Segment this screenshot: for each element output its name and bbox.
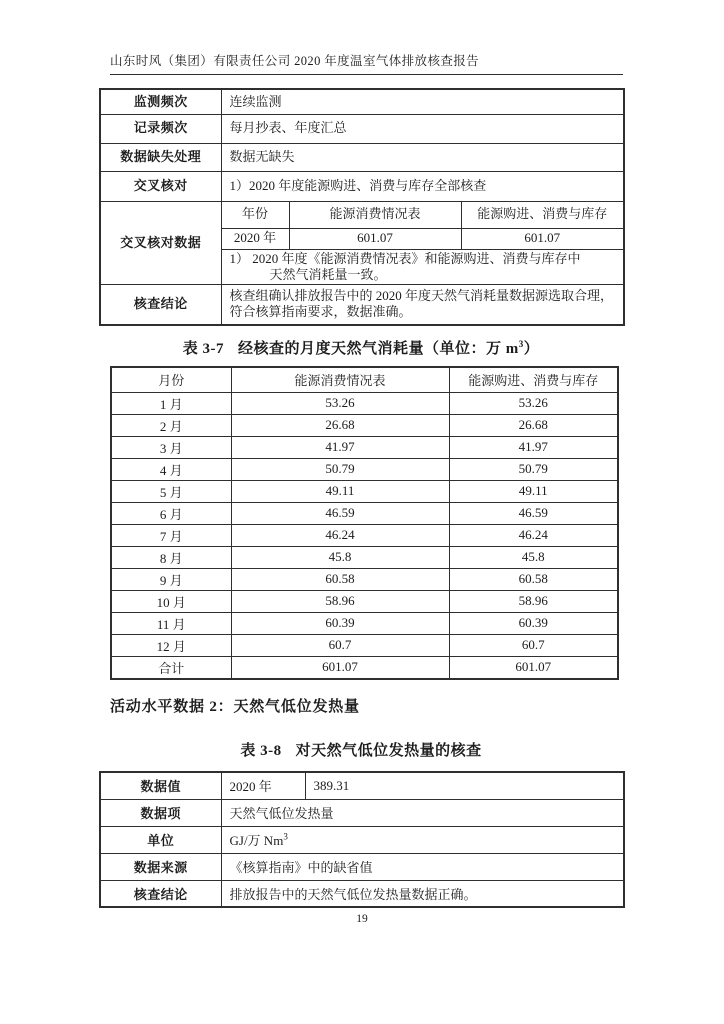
month-cell: 5 月 <box>111 480 231 502</box>
cross-check-note-line2: 天然气消耗量一致。 <box>269 266 387 282</box>
missing-data-value: 数据无缺失 <box>221 143 624 171</box>
unit-text: GJ/万 Nm <box>229 833 284 848</box>
consumption-cell: 60.39 <box>231 612 449 634</box>
table-row <box>111 612 618 634</box>
cross-check-consumption-value: 601.07 <box>289 228 461 249</box>
data-value-label: 数据值 <box>100 772 221 799</box>
table-row <box>111 458 618 480</box>
table-row <box>100 799 624 826</box>
consumption-cell: 60.58 <box>231 568 449 590</box>
month-cell: 7 月 <box>111 524 231 546</box>
month-cell: 9 月 <box>111 568 231 590</box>
table-row <box>100 285 624 325</box>
purchase-cell: 50.79 <box>449 458 618 480</box>
purchase-cell: 46.59 <box>449 502 618 524</box>
total-label-cell: 合计 <box>111 656 231 679</box>
consumption-cell: 46.24 <box>231 524 449 546</box>
table-3-8-title <box>99 739 623 760</box>
month-cell: 2 月 <box>111 414 231 436</box>
unit-value <box>221 826 624 853</box>
table-row <box>100 880 624 907</box>
purchase-cell: 41.97 <box>449 436 618 458</box>
consumption-column-header: 能源消费情况表 <box>289 201 461 228</box>
consumption-cell: 45.8 <box>231 546 449 568</box>
table-3-7-title <box>99 337 623 358</box>
monitoring-frequency-value: 连续监测 <box>221 89 624 114</box>
month-cell: 3 月 <box>111 436 231 458</box>
data-source-label: 数据来源 <box>100 853 221 880</box>
table-row <box>111 480 618 502</box>
table-row <box>100 826 624 853</box>
total-purchase-cell: 601.07 <box>449 656 618 679</box>
purchase-cell: 49.11 <box>449 480 618 502</box>
monitoring-frequency-label: 监测频次 <box>100 89 221 114</box>
record-frequency-value: 每月抄表、年度汇总 <box>221 114 624 143</box>
table-row <box>100 89 624 114</box>
consumption-cell: 46.59 <box>231 502 449 524</box>
table-row <box>100 772 624 799</box>
month-cell: 10 月 <box>111 590 231 612</box>
unit-label: 单位 <box>100 826 221 853</box>
table-row <box>111 502 618 524</box>
table-header-row <box>111 367 618 392</box>
conclusion-value: 排放报告中的天然气低位发热量数据正确。 <box>221 880 624 907</box>
cross-check-value: 1）2020 年度能源购进、消费与库存全部核查 <box>221 171 624 201</box>
data-source-value: 《核算指南》中的缺省值 <box>221 853 624 880</box>
cross-check-data-label: 交叉核对数据 <box>100 201 221 285</box>
table-row <box>111 414 618 436</box>
table-3-7-title-number: 表 3-7 <box>182 341 224 357</box>
table-row <box>100 201 624 228</box>
purchase-cell: 53.26 <box>449 392 618 414</box>
table-row <box>111 634 618 656</box>
verification-conclusion-label: 核查结论 <box>100 285 221 325</box>
cross-check-label: 交叉核对 <box>100 171 221 201</box>
month-cell: 1 月 <box>111 392 231 414</box>
purchase-column-header: 能源购进、消费与库存 <box>449 367 618 392</box>
table-3-7-title-close: ） <box>523 341 540 357</box>
purchase-column-header: 能源购进、消费与库存 <box>461 201 624 228</box>
table-row <box>111 392 618 414</box>
consumption-cell: 26.68 <box>231 414 449 436</box>
consumption-cell: 49.11 <box>231 480 449 502</box>
record-frequency-label: 记录频次 <box>100 114 221 143</box>
table-row <box>111 546 618 568</box>
table-row <box>100 853 624 880</box>
table-row <box>111 436 618 458</box>
data-value-year: 2020 年 <box>221 772 305 799</box>
table-3-8-title-text: 对天然气低位发热量的核查 <box>295 743 482 759</box>
data-value-number: 389.31 <box>305 772 624 799</box>
purchase-cell: 26.68 <box>449 414 618 436</box>
month-cell: 12 月 <box>111 634 231 656</box>
month-column-header: 月份 <box>111 367 231 392</box>
consumption-cell: 58.96 <box>231 590 449 612</box>
data-item-value: 天然气低位发热量 <box>221 799 624 826</box>
purchase-cell: 58.96 <box>449 590 618 612</box>
table-3-7-title-superscript: 3 <box>518 339 524 349</box>
conclusion-label: 核查结论 <box>100 880 221 907</box>
unit-superscript: 3 <box>283 831 288 842</box>
month-cell: 6 月 <box>111 502 231 524</box>
page-header-title: 山东时风（集团）有限责任公司 2020 年度温室气体排放核查报告 <box>110 51 623 75</box>
month-cell: 4 月 <box>111 458 231 480</box>
consumption-cell: 50.79 <box>231 458 449 480</box>
consumption-cell: 60.7 <box>231 634 449 656</box>
table-row <box>100 143 624 171</box>
table-3-7-title-text: 经核查的月度天然气消耗量（单位：万 m <box>237 341 519 357</box>
table-row <box>100 171 624 201</box>
cross-check-year: 2020 年 <box>221 228 289 249</box>
consumption-cell: 53.26 <box>231 392 449 414</box>
total-consumption-cell: 601.07 <box>231 656 449 679</box>
heating-value-table <box>99 771 625 908</box>
purchase-cell: 45.8 <box>449 546 618 568</box>
cross-check-note <box>221 249 624 285</box>
table-row <box>111 524 618 546</box>
table-row <box>100 114 624 143</box>
cross-check-note-line1: 1） 2020 年度《能源消费情况表》和能源购进、消费与库存中 <box>229 250 581 266</box>
table-row <box>111 568 618 590</box>
verification-conclusion-text: 核查组确认排放报告中的 2020 年度天然气消耗量数据源选取合理，符合核算指南要求，数据准确。 <box>221 285 624 325</box>
month-cell: 11 月 <box>111 612 231 634</box>
total-row <box>111 656 618 679</box>
month-cell: 8 月 <box>111 546 231 568</box>
purchase-cell: 60.58 <box>449 568 618 590</box>
consumption-cell: 41.97 <box>231 436 449 458</box>
purchase-cell: 60.7 <box>449 634 618 656</box>
cross-check-purchase-value: 601.07 <box>461 228 624 249</box>
activity-data-section-heading: 活动水平数据 2：天然气低位发热量 <box>110 699 360 715</box>
page-number: 19 <box>356 913 368 925</box>
purchase-cell: 46.24 <box>449 524 618 546</box>
purchase-cell: 60.39 <box>449 612 618 634</box>
year-column-header: 年份 <box>221 201 289 228</box>
monthly-consumption-table <box>110 366 619 680</box>
missing-data-label: 数据缺失处理 <box>100 143 221 171</box>
monitoring-table <box>99 88 625 326</box>
table-row <box>111 590 618 612</box>
consumption-column-header: 能源消费情况表 <box>231 367 449 392</box>
data-item-label: 数据项 <box>100 799 221 826</box>
table-3-8-title-number: 表 3-8 <box>240 743 282 759</box>
